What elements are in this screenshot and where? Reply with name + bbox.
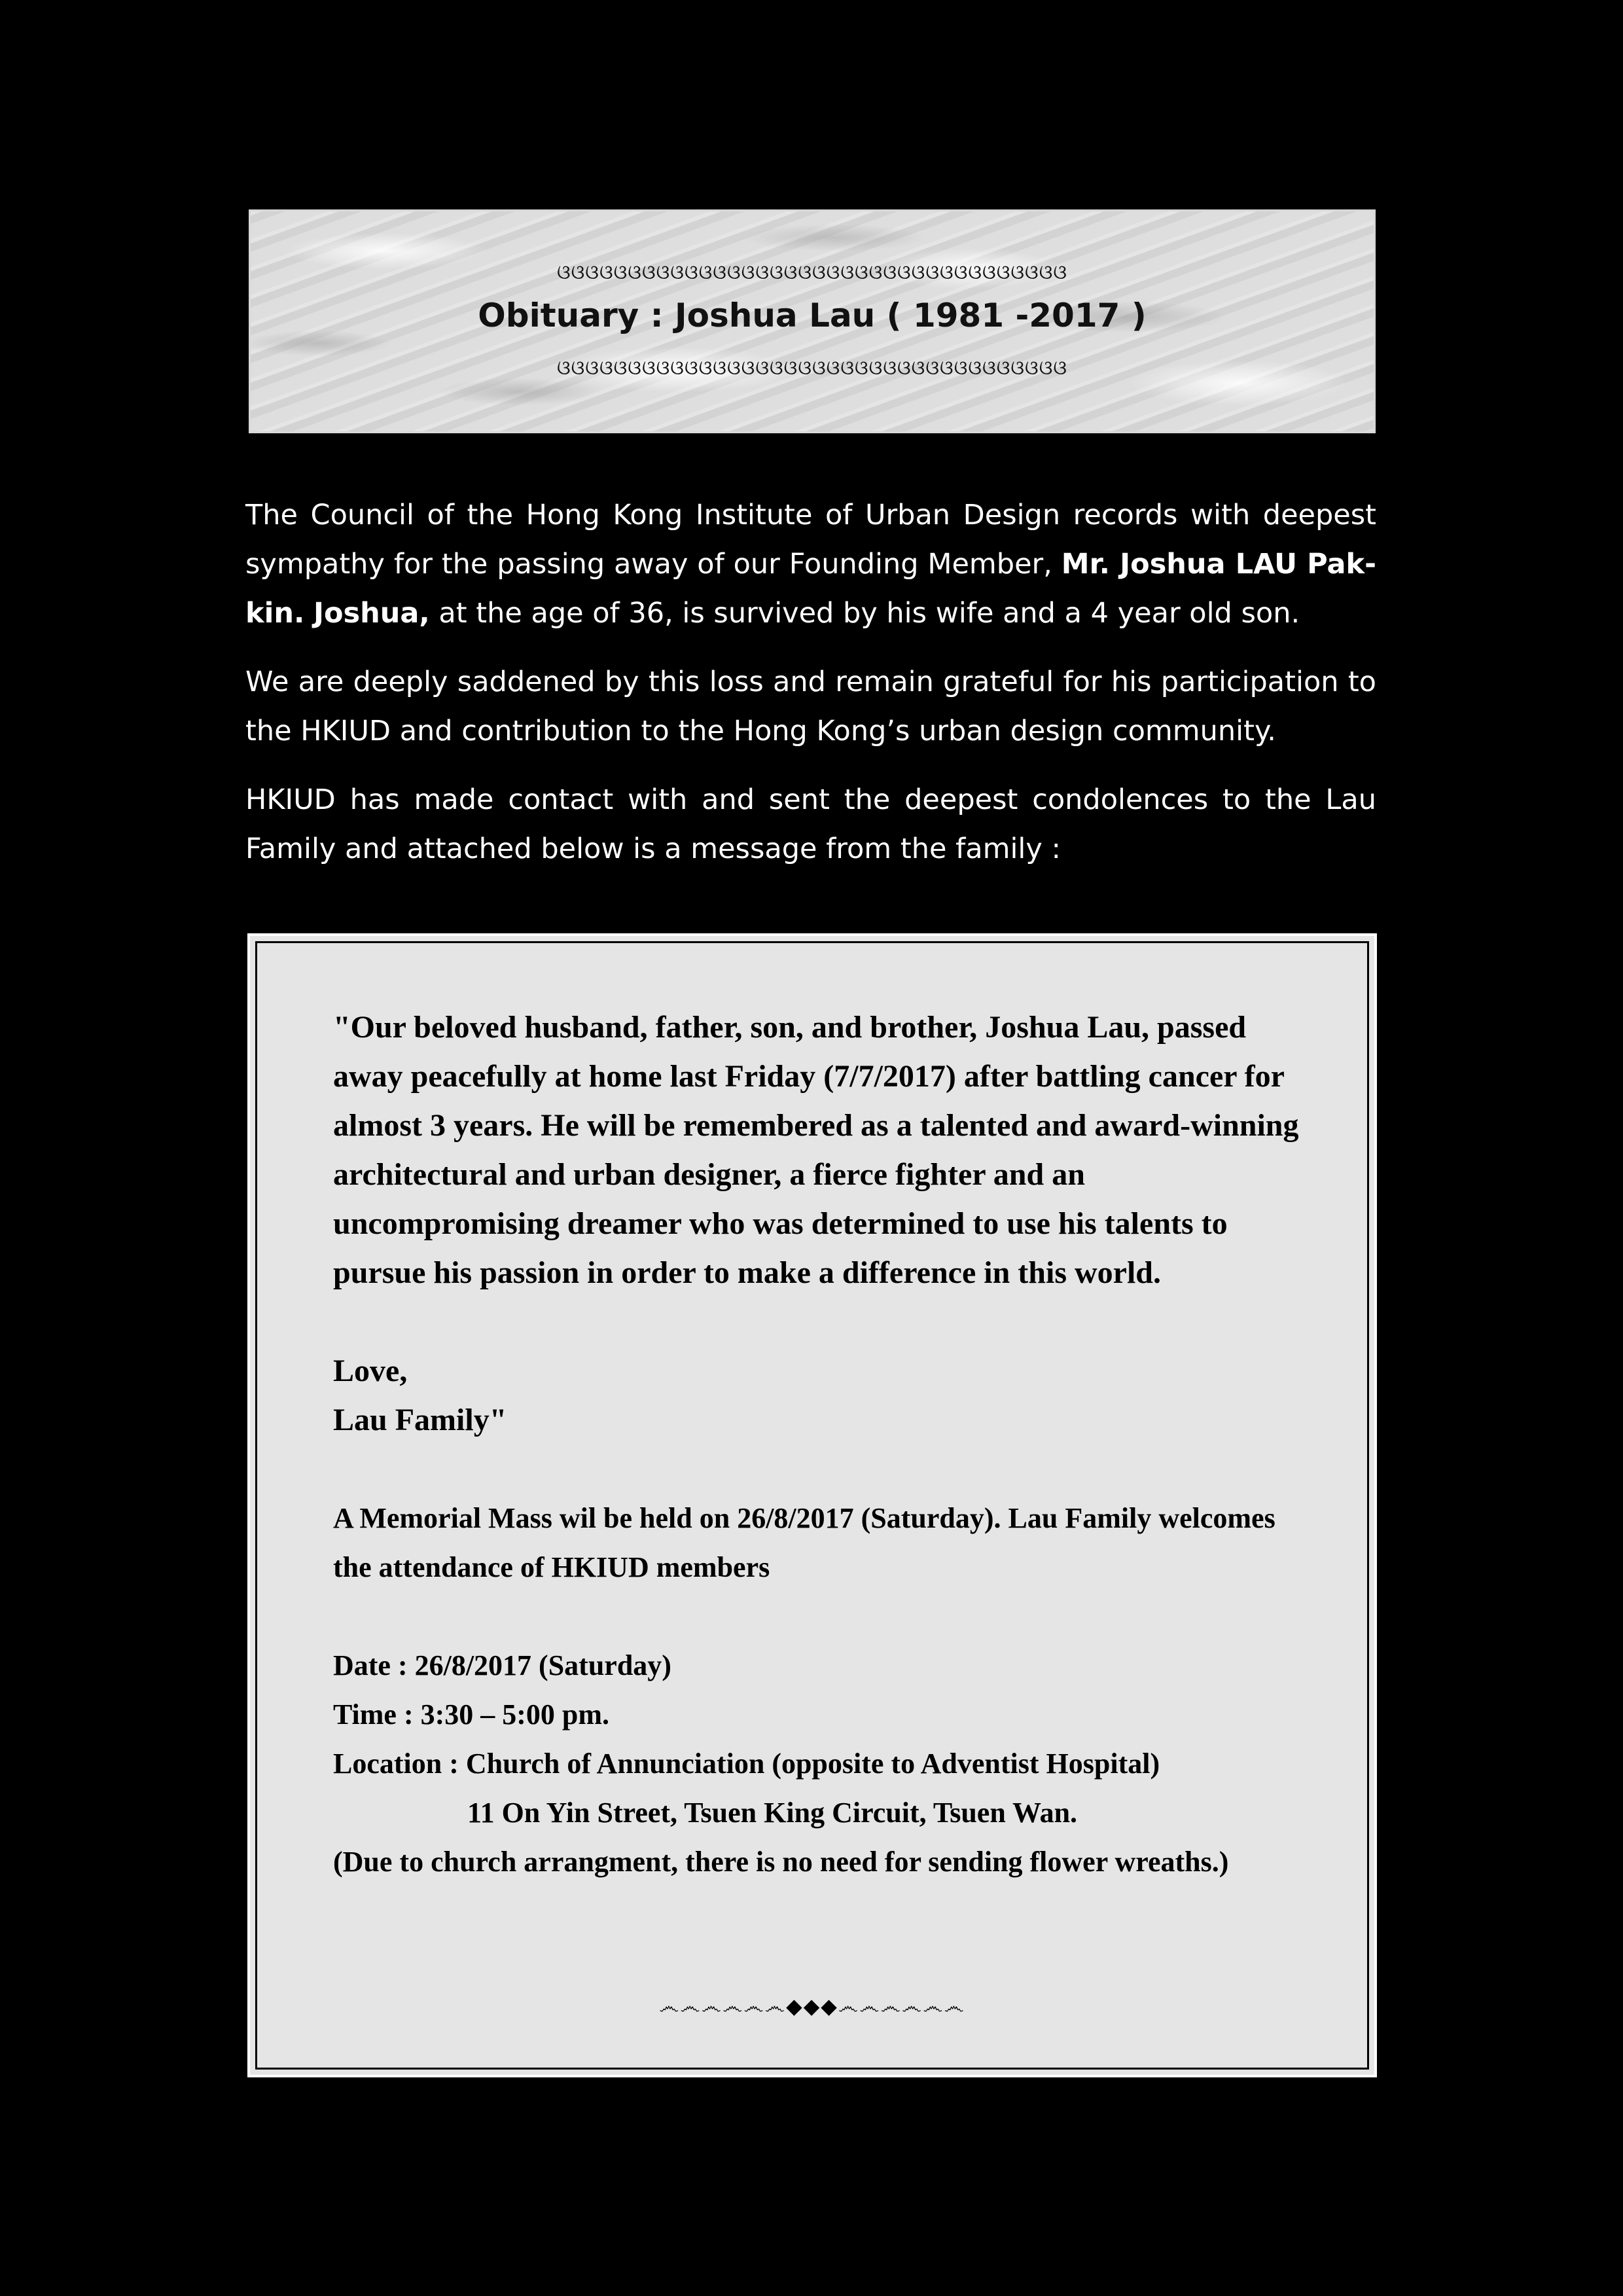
ornament-border-bottom: ଓଓଓଓଓଓଓଓଓଓଓଓଓଓଓଓଓଓଓଓଓଓଓଓଓଓଓଓଓଓଓଓଓଓଓଓ bbox=[556, 357, 1068, 380]
signoff-family: Lau Family" bbox=[333, 1403, 507, 1437]
intro-p1-space bbox=[304, 597, 313, 630]
member-name: Mr. Joshua LAU Pak-kin. bbox=[245, 548, 1376, 630]
memorial-time: Time : 3:30 – 5:00 pm. bbox=[333, 1698, 610, 1731]
intro-p1-text-a: The Council of the Hong Kong Institute of Urban Design records with deepest sympathy for the passing away of our Founding Member, bbox=[245, 499, 1376, 581]
intro-paragraph-3: HKIUD has made contact with and sent the deepest condolences to the Lau Family and attached below is a message from the family : bbox=[245, 783, 1376, 865]
page-title: Obituary : Joshua Lau ( 1981 -2017 ) bbox=[478, 296, 1147, 334]
family-message-content bbox=[333, 1003, 1302, 1886]
signoff bbox=[333, 1346, 1302, 1444]
memorial-location: Location : Church of Annunciation (opposite to Adventist Hospital) bbox=[333, 1748, 1160, 1780]
signoff-love: Love, bbox=[333, 1354, 408, 1388]
flower-note: (Due to church arrangment, there is no need for sending flower wreaths.) bbox=[333, 1846, 1229, 1878]
ornament-border-top: ଓଓଓଓଓଓଓଓଓଓଓଓଓଓଓଓଓଓଓଓଓଓଓଓଓଓଓଓଓଓଓଓଓଓଓଓ bbox=[556, 261, 1068, 284]
header-banner bbox=[249, 209, 1376, 433]
member-first-name: Joshua, bbox=[313, 597, 430, 630]
intro-paragraph-2: We are deeply saddened by this loss and remain grateful for his participation to the HKIUD and contribution to the Hong Kong’s urban design community. bbox=[245, 666, 1376, 747]
memorial-address: 11 On Yin Street, Tsuen King Circuit, Tsuen Wan. bbox=[467, 1797, 1078, 1829]
intro-paragraph-1 bbox=[245, 491, 1376, 638]
ornament-divider: ෴෴෴෴෴෴◆◆◆෴෴෴෴෴෴ bbox=[659, 1994, 965, 2018]
family-quote: "Our beloved husband, father, son, and brother, Joshua Lau, passed away peacefully at home last Friday (7/7/2017) after battling cancer for almost 3 years. He will be remembered as a talented and award-winning architectural and urban designer, a fierce fighter and an uncompromising dreamer who was determined to use his talents to pursue his passion in order to make a difference in this world. bbox=[333, 1010, 1299, 1290]
intro-p1-text-b: at the age of 36, is survived by his wife and a 4 year old son. bbox=[429, 597, 1300, 630]
memorial-date: Date : 26/8/2017 (Saturday) bbox=[333, 1649, 671, 1681]
family-message-box bbox=[247, 933, 1377, 2077]
intro-text bbox=[245, 491, 1376, 892]
memorial-details bbox=[333, 1641, 1302, 1886]
memorial-notice: A Memorial Mass wil be held on 26/8/2017 (Saturday). Lau Family welcomes the attendance of HKIUD members bbox=[333, 1502, 1275, 1583]
